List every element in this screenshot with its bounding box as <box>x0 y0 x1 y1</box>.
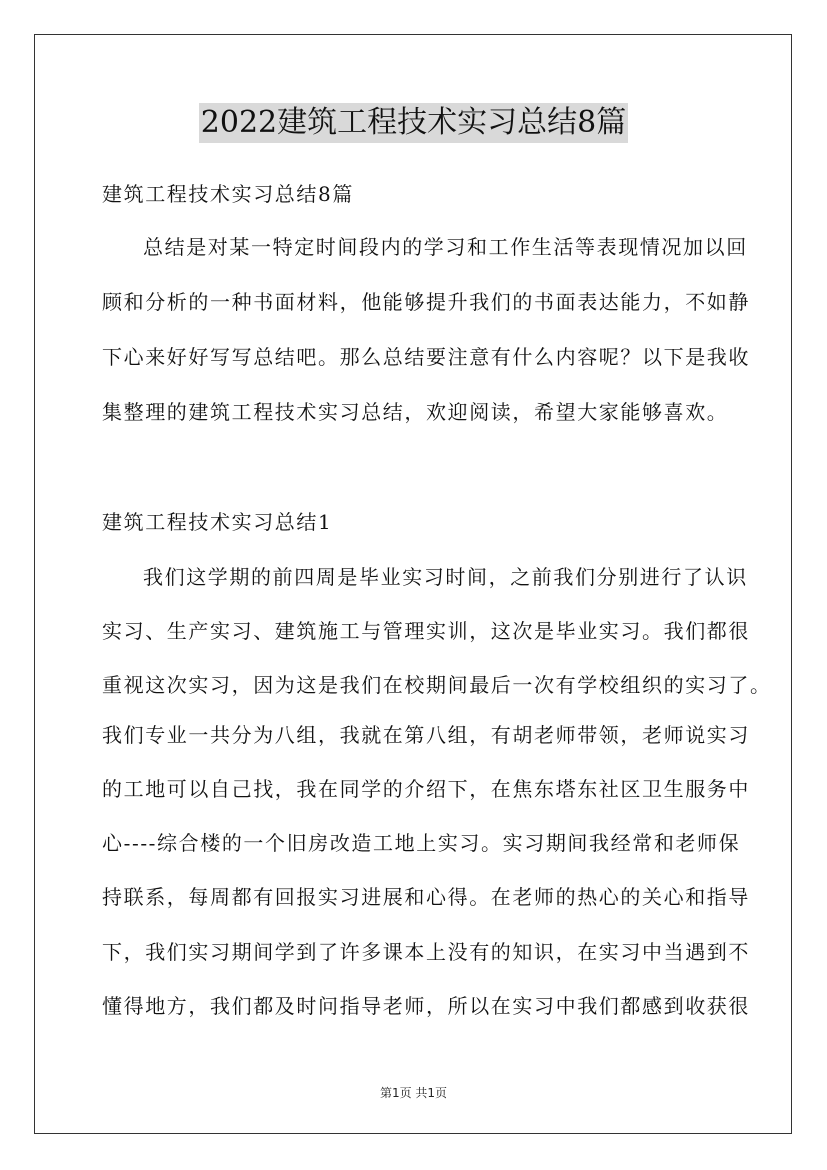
body-line: 下，我们实习期间学到了许多课本上没有的知识，在实习中当遇到不 <box>102 940 750 964</box>
intro-line: 集整理的建筑工程技术实习总结，欢迎阅读，希望大家能够喜欢。 <box>102 400 729 424</box>
body-line: 我们这学期的前四周是毕业实习时间，之前我们分别进行了认识 <box>143 565 748 589</box>
section-heading: 建筑工程技术实习总结1 <box>102 510 333 534</box>
intro-line: 总结是对某一特定时间段内的学习和工作生活等表现情况加以回 <box>143 235 748 259</box>
body-line: 持联系，每周都有回报实习进展和心得。在老师的热心的关心和指导 <box>102 885 750 909</box>
document-subtitle: 建筑工程技术实习总结8篇 <box>102 182 354 206</box>
intro-line: 顾和分析的一种书面材料，他能够提升我们的书面表达能力，不如静 <box>102 290 750 314</box>
body-line: 重视这次实习，因为这是我们在校期间最后一次有学校组织的实习了。 <box>102 673 772 697</box>
body-line: 懂得地方，我们都及时问指导老师，所以在实习中我们都感到收获很 <box>102 994 750 1018</box>
document-title: 2022建筑工程技术实习总结8篇 <box>199 103 628 143</box>
title-wrapper <box>0 103 827 143</box>
page-footer: 第1页 共1页 <box>379 1086 448 1100</box>
intro-line: 下心来好好写写总结吧。那么总结要注意有什么内容呢？以下是我收 <box>102 345 750 369</box>
body-line: 实习、生产实习、建筑施工与管理实训，这次是毕业实习。我们都很 <box>102 619 750 643</box>
body-line: 我们专业一共分为八组，我就在第八组，有胡老师带领，老师说实习 <box>102 723 750 747</box>
body-line: 的工地可以自己找，我在同学的介绍下，在焦东塔东社区卫生服务中 <box>102 777 750 801</box>
body-line: 心----综合楼的一个旧房改造工地上实习。实习期间我经常和老师保 <box>102 831 741 855</box>
